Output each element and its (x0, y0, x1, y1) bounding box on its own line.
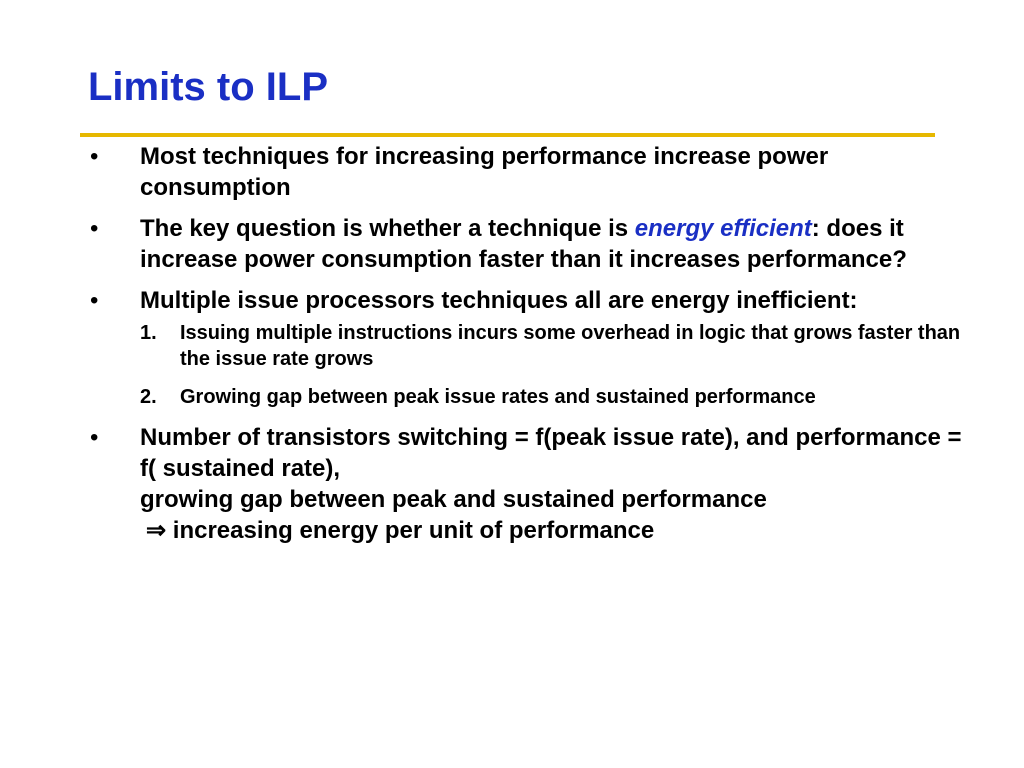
bullet-item-energy-efficient (0, 213, 1024, 275)
title-divider (80, 133, 935, 137)
numbered-item-gap (0, 384, 1024, 410)
implication-line (140, 515, 964, 546)
bullet-marker: • (90, 287, 99, 314)
bullet-marker: • (90, 215, 99, 242)
bullet-list (0, 141, 1024, 556)
bullet-item-multiple-issue (0, 285, 1024, 316)
bullet-text-line: growing gap between peak and sustained performance (140, 486, 767, 513)
numbered-item-text: Issuing multiple instructions incurs some overhead in logic that grows faster than the issue rate grows (180, 322, 961, 370)
numbered-sublist (0, 320, 1024, 410)
implies-arrow-icon: ⇒ (146, 517, 167, 544)
bullet-marker: • (90, 143, 99, 170)
bullet-marker: • (90, 424, 99, 451)
bullet-item-power (0, 141, 1024, 203)
bullet-item-transistors (0, 422, 1024, 546)
emphasis-term: energy efficient (634, 215, 812, 242)
bullet-text: Multiple issue processors techniques all are energy inefficient: (140, 287, 858, 314)
bullet-text-continued: : does it increase power consumption faster than it increases performance? (140, 215, 907, 273)
numbered-item-overhead (0, 320, 1024, 372)
bullet-text: The key question is whether a technique is (140, 215, 635, 242)
bullet-text: Number of transistors switching = f(peak issue rate), and performance = f( sustained rate), (140, 424, 962, 482)
implication-text: increasing energy per unit of performance (172, 517, 655, 544)
item-number: 1. (140, 322, 157, 344)
slide-title: Limits to ILP (88, 65, 328, 109)
bullet-text: Most techniques for increasing performance increase power consumption (140, 143, 829, 201)
item-number: 2. (140, 386, 157, 408)
numbered-item-text: Growing gap between peak issue rates and sustained performance (180, 386, 816, 408)
